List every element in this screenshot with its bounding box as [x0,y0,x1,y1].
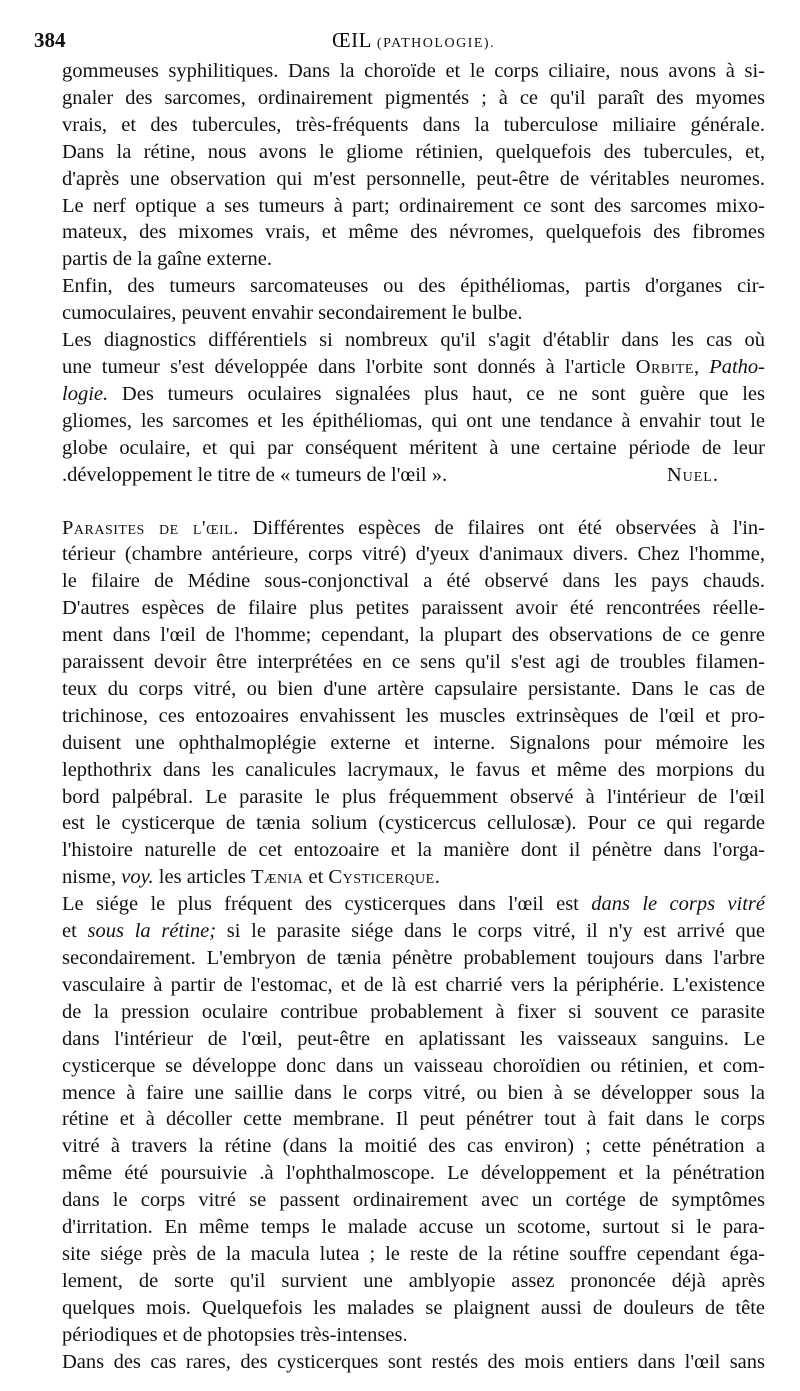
text-line [62,918,765,945]
text-span: si le parasite siége dans le corps vitré, il n'y est arrivé que [216,920,766,943]
paragraph-parasites-3 [62,1349,765,1376]
text-line: le filaire de Médine sous-conjonctival a été observé dans les pays chauds. [62,570,765,593]
text-line: D'autres espèces de filaire plus petites paraissent avoir été rencontrées réelle- [62,597,765,620]
text-line: cysticerque se développe donc dans un vaisseau choroïdien ou rétinien, et com- [62,1054,765,1077]
text-line: secondairement. L'embryon de tænia pénètre probablement toujours dans l'arbre [62,947,765,969]
text-line: vasculaire à partir de l'estomac, et de là est charrié vers la périphérie. L'existence [62,973,765,996]
text-line: Dans des cas rares, des cysticerques sont restés des mois entiers dans l'œil sans [62,1350,765,1373]
text-span: . [434,866,440,889]
text-line: lepthothrix dans les canalicules lacrymaux, le favus et même des morpions du [62,758,765,781]
text-line: térieur (chambre antérieure, corps vitré) d'yeux d'animaux divers. Chez l'homme, [62,543,765,566]
text-span: les articles [153,866,252,889]
text-line: une tumeur s'est développée dans l'orbite sont donnés à l'article Orbite, Patho- [62,355,766,378]
text-line: dans l'intérieur de l'œil, peut-être en aplatissant les vaisseaux sanguins. Le [62,1027,765,1050]
paragraph-parasites-1 [62,515,765,892]
text-line: partis de la gaîne externe. [62,248,273,271]
section-heading: Parasites de l'œil. [62,516,239,539]
text-line: ment dans l'œil de l'homme; cependant, la plupart des observations de ce genre [62,624,765,647]
text-line: lement, de sorte qu'il survient une amblyopie assez prononcée déjà après [62,1269,765,1292]
text-line: périodiques et de photopsies très-intenses. [62,1323,408,1346]
text-line: vitré à travers la rétine (dans la moitié des cas environ) ; cette pénétration a [62,1135,765,1158]
text-line: duisent une ophthalmoplégie externe et interne. Signalons pour mémoire les [62,731,765,754]
text-line: Enfin, des tumeurs sarcomateuses ou des épithéliomas, partis d'organes cir- [62,275,765,298]
text-span: et [303,866,329,889]
text-span: nisme, [62,866,122,889]
text-line: mateux, des mixomes vrais, et même des névromes, quelquefois des fibromes [62,221,765,244]
running-title-main: ŒIL [331,28,372,52]
text-line: globe oculaire, et qui par conséquent méritent à une certaine période de leur [62,436,765,459]
text-line: dans le corps vitré se passent ordinairement avec un cortége de symptômes [62,1189,765,1212]
text-line: quelques mois. Quelquefois les malades se plaignent aussi de douleurs de tête [62,1296,765,1319]
emphasis-corps-vitre: dans le corps vitré [591,893,765,916]
text-line: trichinose, ces entozoaires envahissent les muscles extrinsèques de l'œil et pro- [62,704,765,727]
text-line: mence à faire une saillie dans le corps vitré, ou bien à se développer sous la [62,1081,765,1104]
text-span: Différentes espèces de filaires ont été observées à l'in- [238,516,766,539]
text-line: gliomes, les sarcomes et les épithéliomas, qui ont une tendance à envahir tout le [62,409,765,432]
text-line [62,381,765,408]
voy-abbrev: voy. [121,866,154,889]
running-title-sub: (PATHOLOGIE). [376,36,496,51]
article-ref-orbite: Orbite [635,355,694,378]
text-line: rétine et à décoller cette membrane. Il peut pénétrer tout à fait dans le corps [62,1108,765,1131]
text-line: Les diagnostics différentiels si nombreux qu'il s'agit d'établir dans les cas où [62,329,765,352]
text-line: l'histoire naturelle de cet entozoaire et la manière dont il pénètre dans l'orga- [62,839,765,862]
text-line: gnaler des sarcomes, ordinairement pigmentés ; à ce qu'il paraît des myomes [62,86,765,109]
article-ref-taenia: Tænia [251,866,304,889]
book-page [34,22,766,1376]
text-line: est le cysticerque de tænia solium (cysticercus cellulosæ). Pour ce qui regarde [62,812,765,835]
text-line [62,515,765,542]
page-number: 384 [34,28,66,52]
text-line: bord palpébral. Le parasite le plus fréquemment observé à l'intérieur de l'œil [62,785,765,808]
paragraph-tumeurs-2 [62,273,765,327]
paragraph-tumeurs-3 [62,327,765,488]
author-signature: Nuel. [666,463,719,486]
article-ref-cysticerque: Cysticerque [328,866,435,889]
text-line [62,864,765,891]
text-span: Des tumeurs oculaires signalées plus haut, ce ne sont guère que les [108,382,765,405]
running-title [62,22,765,62]
section-gap [62,489,765,515]
text-line: Le nerf optique a ses tumeurs à part; ordinairement ce sont des sarcomes mixo- [62,194,765,217]
body-text [62,58,765,1376]
text-span: et [62,920,88,943]
page-header [34,22,765,58]
text-span: une tumeur s'est développée dans l'orbite sont donnés à l'article [62,355,636,378]
text-line: cumoculaires, peuvent envahir secondairement le bulbe. [62,302,523,325]
article-ref-pathologie: Patho- [709,355,766,378]
text-line: de la pression oculaire contribue probablement à fixer si souvent ce parasite [62,1000,765,1023]
text-line: vrais, et des tubercules, très-fréquents dans la tuberculose miliaire générale. [62,113,765,136]
text-line: site siége près de la macula lutea ; le reste de la rétine souffre cependant éga- [62,1242,765,1265]
text-line: paraissent devoir être interprétées en ce sens qu'il s'est agi de troubles filamen- [62,651,765,674]
text-line [62,462,765,489]
text-line: d'irritation. En même temps le malade accuse un scotome, surtout si le para- [62,1216,765,1239]
paragraph-parasites-2 [62,891,765,1348]
paragraph-tumeurs-1 [62,58,765,273]
text-line: gommeuses syphilitiques. Dans la choroïde et le corps ciliaire, nous avons à si- [62,60,765,82]
text-line: Dans la rétine, nous avons le gliome rétinien, quelquefois des tubercules, et, [62,140,765,163]
text-span: Le siége le plus fréquent des cysticerques dans l'œil est [62,893,592,916]
emphasis-sous-la-retine: sous la rétine; [87,920,217,943]
text-line: teux du corps vitré, ou bien d'une artère capsulaire persistante. Dans le cas de [62,677,765,700]
article-ref-pathologie-cont: logie. [62,382,109,405]
text-line: d'après une observation qui m'est personnelle, peut-être de véritables neuromes. [62,167,765,190]
text-span: .développement le titre de « tumeurs de l'œil ». [62,463,448,486]
text-line: même été poursuivie .à l'ophthalmoscope. Le développement et la pénétration [62,1162,765,1185]
text-line [62,891,765,918]
